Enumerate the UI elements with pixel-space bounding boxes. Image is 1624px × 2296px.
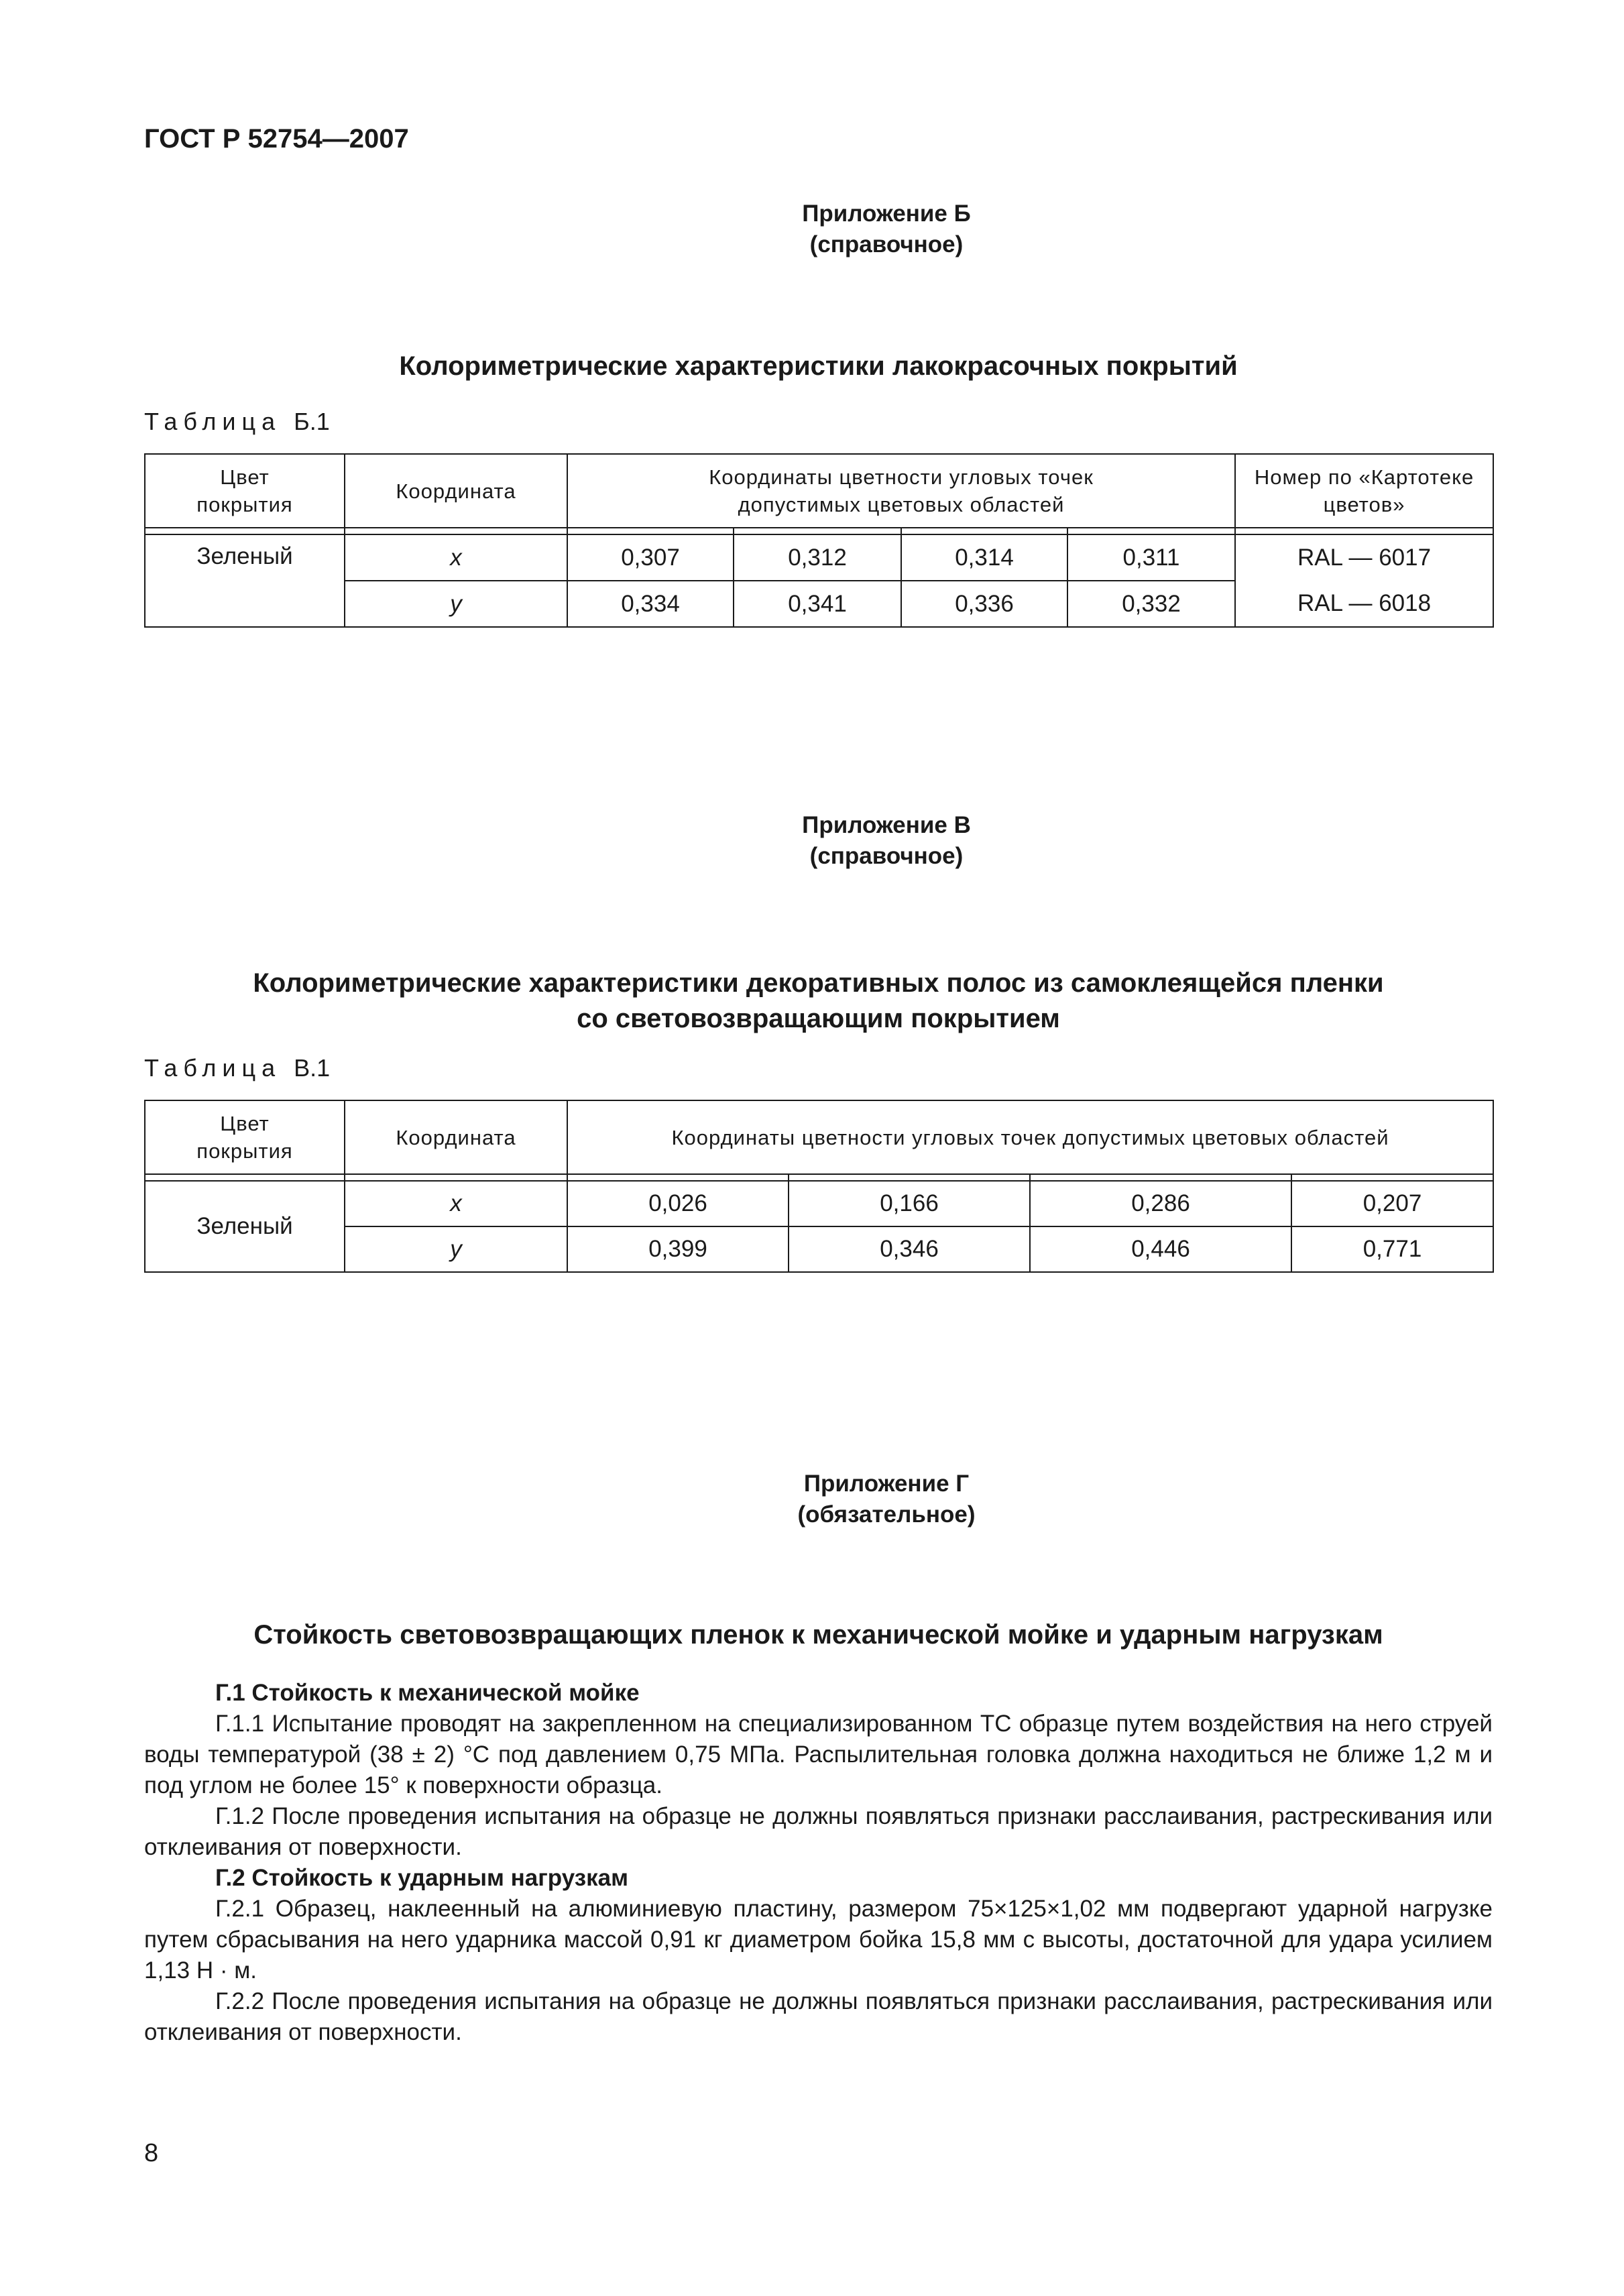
table-cell-coordinate: x: [345, 1181, 567, 1226]
header-color: Цвет покрытия: [145, 454, 345, 528]
body-paragraph: Г.2.2 После проведения испытания на образце не должны появляться признаки расслаивания, растрескивания или отклеивания от поверхности.: [144, 1988, 1493, 2045]
table-cell-color: Зеленый: [145, 1181, 345, 1272]
table-cell-value: 0,336: [901, 581, 1067, 627]
body-paragraph: Г.2.1 Образец, наклеенный на алюминиевую пластину, размером 75×125×1,02 мм подвергают ударной нагрузке путем сбрасывания на него ударника массой 0,91 кг диаметром бойка 15,8 мм с высоты, достаточной для удара усилием 1,13 Н · м.: [144, 1896, 1493, 1984]
body-paragraph: Г.1.1 Испытание проводят на закрепленном на специализированном ТС образце путем воздействия на него струей воды температурой (38 ± 2) °С под давлением 0,75 МПа. Распылительная головка должна находиться не ближе 1,2 м и под углом не более 15° к поверхности образца.: [144, 1711, 1493, 1798]
table-cell-value: 0,341: [734, 581, 901, 627]
table-v1-caption: [144, 1054, 330, 1082]
header-coordinate: Координата: [345, 1100, 567, 1174]
annex-v-title-line: Колориметрические характеристики декоративных полос из самоклеящейся пленки: [253, 968, 1384, 998]
table-cell-coordinate: y: [345, 1226, 567, 1272]
table-caption-word: Таблица: [144, 408, 282, 435]
table-cell-value: 0,026: [567, 1181, 789, 1226]
header-chromaticity: Координаты цветности угловых точек допустимых цветовых областей: [567, 454, 1235, 528]
annex-v-title: [144, 966, 1493, 1037]
annex-g-status: (обязательное): [797, 1501, 976, 1528]
table-cell-value: 0,286: [1030, 1181, 1291, 1226]
table-cell-value: 0,346: [789, 1226, 1030, 1272]
annex-v-label: Приложение В: [802, 812, 971, 838]
table-cell-value: 0,314: [901, 534, 1067, 581]
standard-designation: ГОСТ Р 52754—2007: [144, 124, 409, 154]
annex-b-title: Колориметрические характеристики лакокрасочных покрытий: [399, 351, 1238, 381]
table-b1: [144, 453, 1494, 628]
header-chromaticity: Координаты цветности угловых точек допустимых цветовых областей: [567, 1100, 1493, 1174]
annex-g-body: [144, 1678, 1493, 2048]
table-caption-number: Б.1: [294, 408, 330, 435]
table-cell-value: 0,446: [1030, 1226, 1291, 1272]
table-cell-value: 0,771: [1291, 1226, 1493, 1272]
annex-b-label: Приложение Б: [802, 200, 971, 227]
table-cell-coordinate: x: [345, 534, 567, 581]
annex-b-status: (справочное): [809, 231, 964, 257]
table-cell-value: 0,332: [1067, 581, 1235, 627]
table-cell-value: 0,312: [734, 534, 901, 581]
annex-g-heading: [0, 1469, 1624, 1530]
annex-b-heading: [0, 198, 1624, 260]
table-cell-value: 0,207: [1291, 1181, 1493, 1226]
catalog-entry: RAL — 6017: [1297, 544, 1432, 571]
annex-g-title: Стойкость световозвращающих пленок к механической мойке и ударным нагрузкам: [253, 1620, 1383, 1650]
table-caption-word: Таблица: [144, 1054, 282, 1082]
section-heading: Г.1 Стойкость к механической мойке: [215, 1680, 640, 1706]
header-coordinate: Координата: [345, 454, 567, 528]
table-caption-number: В.1: [294, 1054, 331, 1082]
body-paragraph: Г.1.2 После проведения испытания на образце не должны появляться признаки расслаивания, растрескивания или отклеивания от поверхности.: [144, 1803, 1493, 1860]
table-cell-catalog: [1235, 534, 1493, 627]
table-cell-coordinate: y: [345, 581, 567, 627]
table-cell-color: Зеленый: [145, 534, 345, 627]
annex-v-heading: [0, 810, 1624, 872]
table-cell-value: 0,334: [567, 581, 734, 627]
section-heading: Г.2 Стойкость к ударным нагрузкам: [215, 1865, 628, 1891]
table-cell-value: 0,311: [1067, 534, 1235, 581]
annex-g-label: Приложение Г: [803, 1471, 970, 1497]
table-cell-value: 0,307: [567, 534, 734, 581]
annex-v-status: (справочное): [809, 843, 964, 869]
table-cell-value: 0,399: [567, 1226, 789, 1272]
table-b1-caption: [144, 408, 330, 436]
catalog-entry: RAL — 6018: [1297, 590, 1432, 616]
table-cell-value: 0,166: [789, 1181, 1030, 1226]
page-number: 8: [144, 2139, 159, 2167]
annex-v-title-line: со световозвращающим покрытием: [577, 1004, 1060, 1033]
header-color: Цвет покрытия: [145, 1100, 345, 1174]
table-v1: [144, 1100, 1494, 1273]
header-catalog: Номер по «Картотеке цветов»: [1235, 454, 1493, 528]
